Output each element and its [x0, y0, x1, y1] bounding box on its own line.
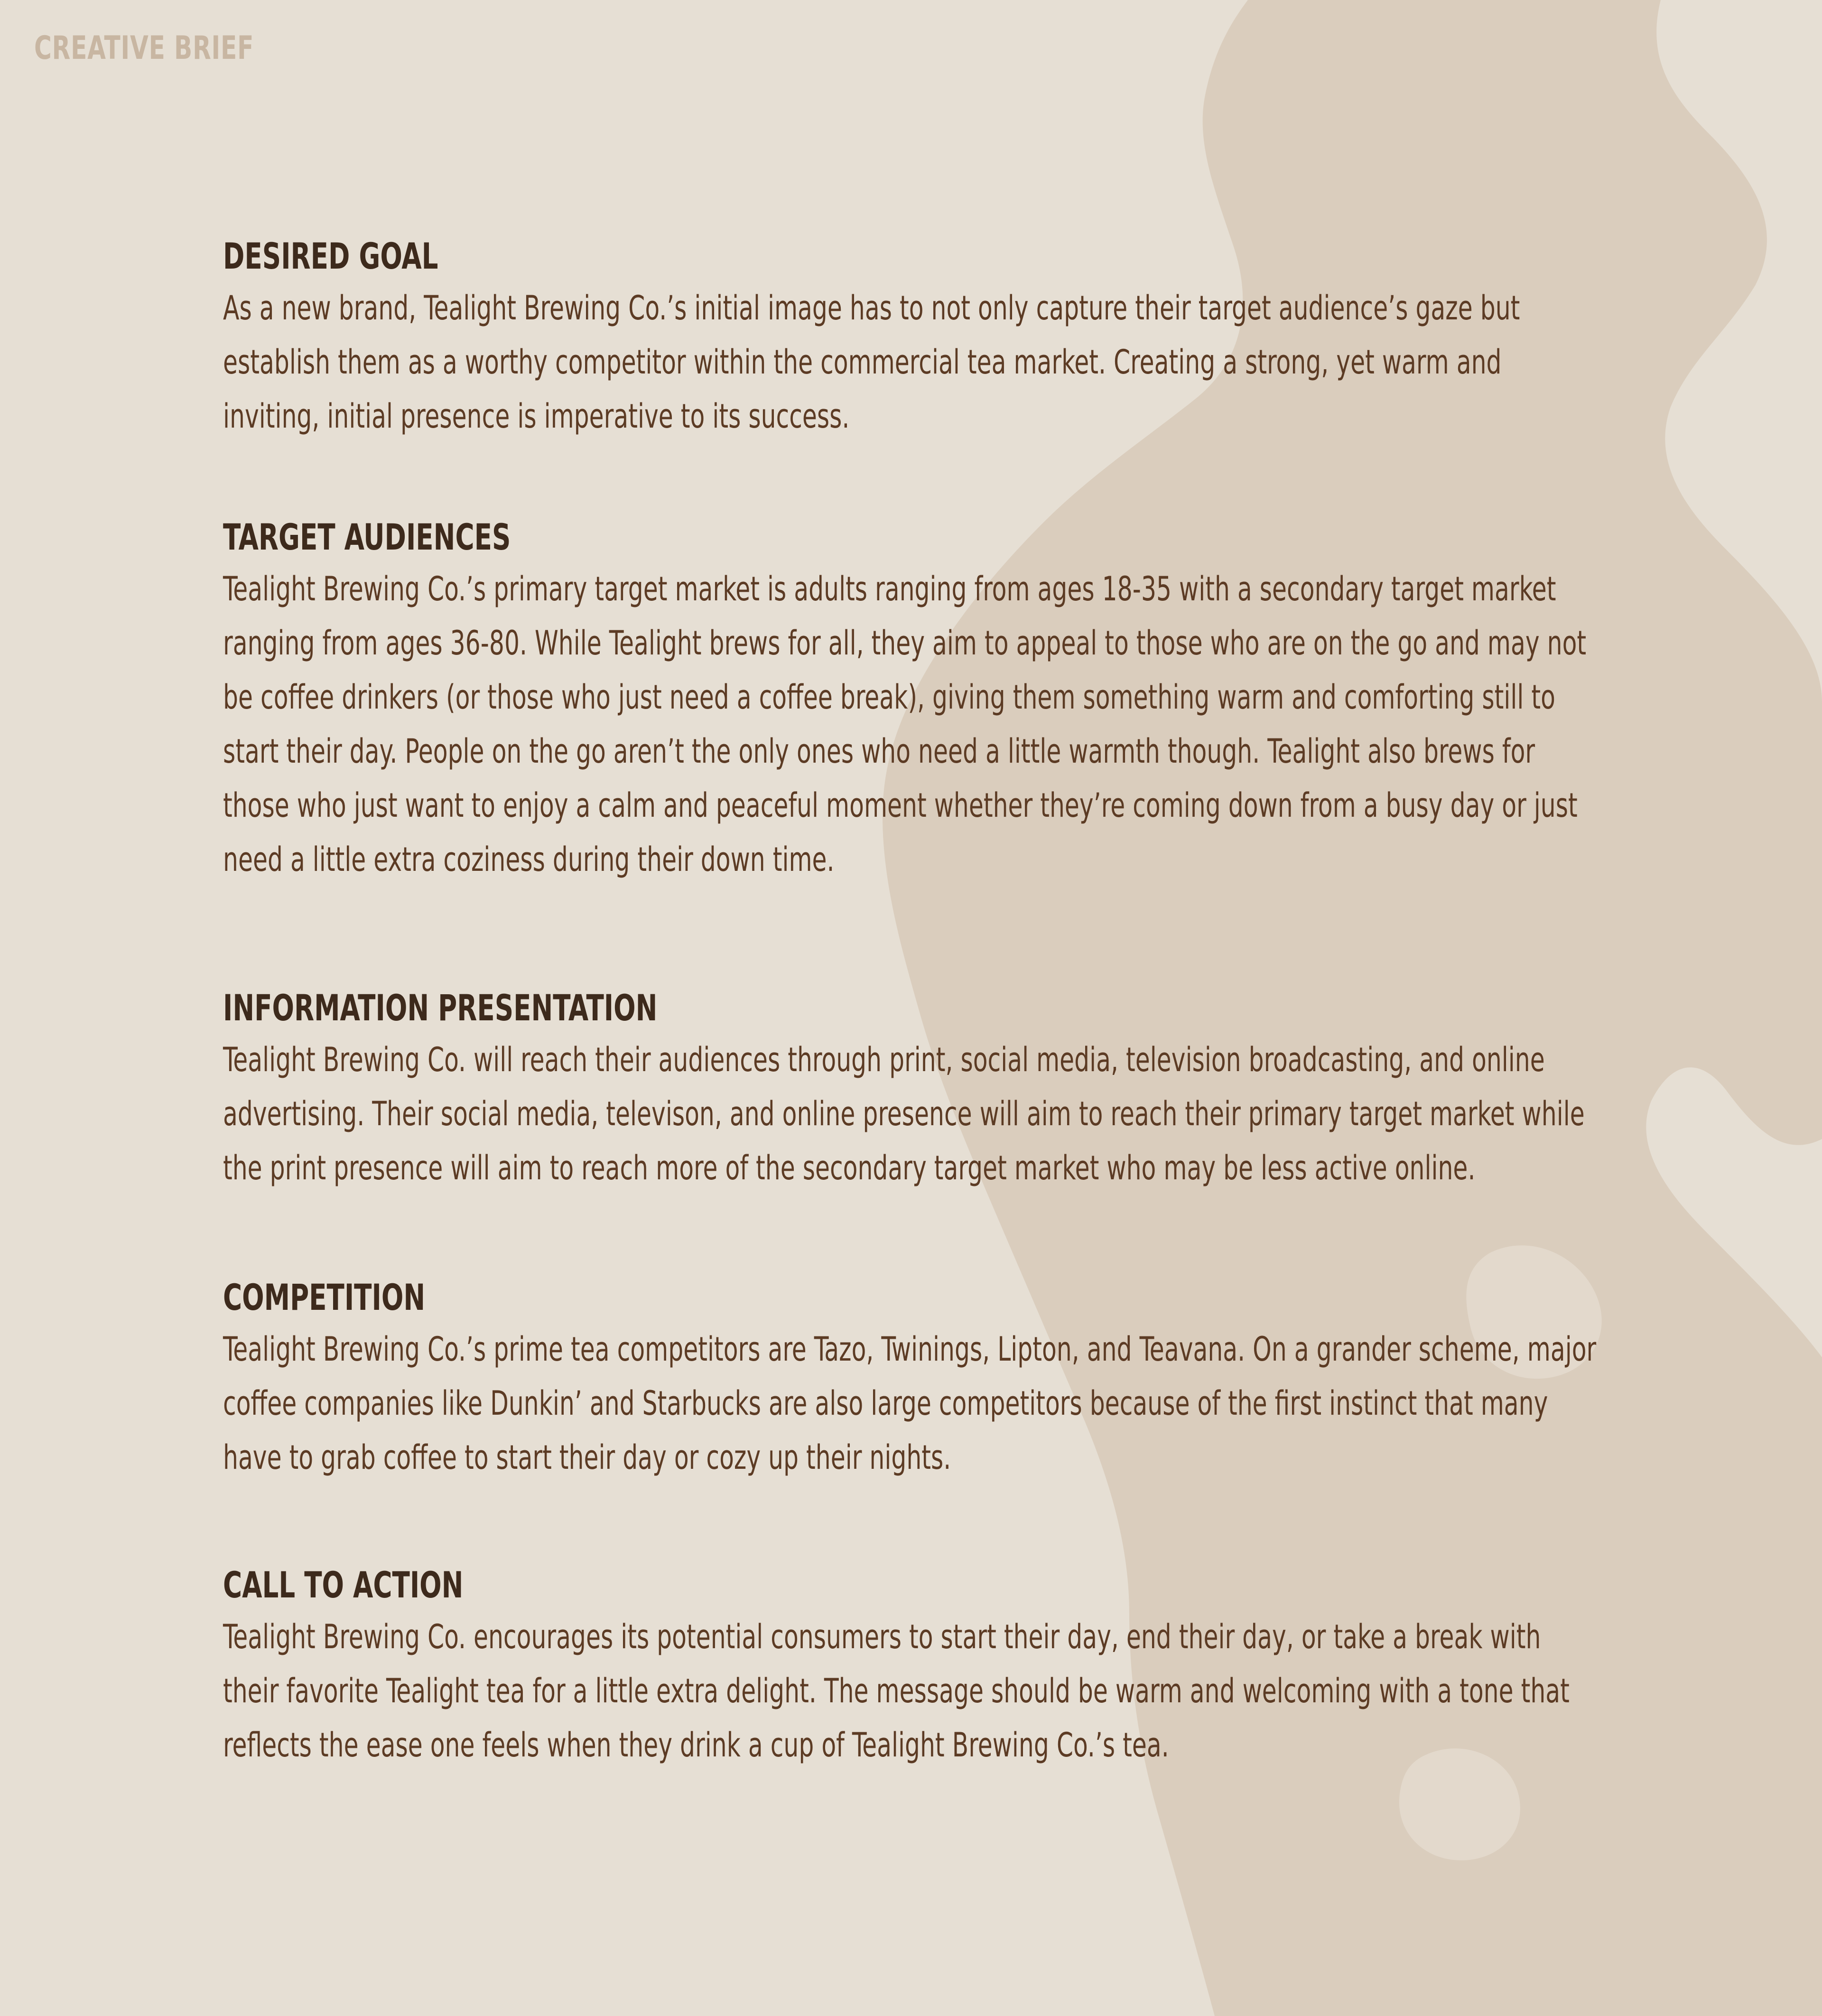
section-body: Tealight Brewing Co.’s primary target market is adults ranging from ages 18-35 with a secondary target market ranging from ages 36-80. While Tealight brews for all, they aim to appeal to those who are on the go and may not be coffee drinkers (or those who just need a coffee break), giving them something warm and comforting still to start their day. People on the go aren’t the only ones who need a little warmth though. Tealight also brews for those who just want to enjoy a calm and peaceful moment whether they’re coming down from a busy day or just need a little extra coziness during their down time. — [223, 569, 1587, 879]
section-body: As a new brand, Tealight Brewing Co.’s initial image has to not only capture their target audience’s gaze but establish them as a worthy competitor within the commercial tea market. Creating a strong, yet warm and inviting, initial presence is imperative to its success. — [223, 289, 1520, 436]
section-heading: INFORMATION PRESENTATION — [223, 987, 658, 1029]
section-body: Tealight Brewing Co.’s prime tea competitors are Tazo, Twinings, Lipton, and Teavana. On a grander scheme, major coffee companies like Dunkin’ and Starbucks are also large competitors because of the first instinct that many have to grab coffee to start their day or cozy up their nights. — [223, 1330, 1597, 1477]
section-call-to-action — [223, 1560, 1627, 1772]
section-body: Tealight Brewing Co. will reach their audiences through print, social media, television broadcasting, and online advertising. Their social media, televison, and online presence will aim to reach their primary target market while the print presence will aim to reach more of the secondary target market who may be less active online. — [223, 1040, 1585, 1187]
section-heading: COMPETITION — [223, 1276, 426, 1318]
section-heading: CALL TO ACTION — [223, 1564, 464, 1606]
section-heading: TARGET AUDIENCES — [223, 516, 511, 558]
section-body: Tealight Brewing Co. encourages its potential consumers to start their day, end their day, or take a break with their favorite Tealight tea for a little extra delight. The message should be warm and welcoming with a tone that reflects the ease one feels when they drink a cup of Tealight Brewing Co.’s tea. — [223, 1617, 1570, 1764]
section-heading: DESIRED GOAL — [223, 235, 438, 277]
section-competition — [223, 1273, 1627, 1484]
section-target-audiences — [223, 513, 1627, 887]
section-desired-goal — [223, 232, 1627, 443]
section-information-presentation — [223, 983, 1627, 1195]
page-label: CREATIVE BRIEF — [34, 29, 254, 67]
